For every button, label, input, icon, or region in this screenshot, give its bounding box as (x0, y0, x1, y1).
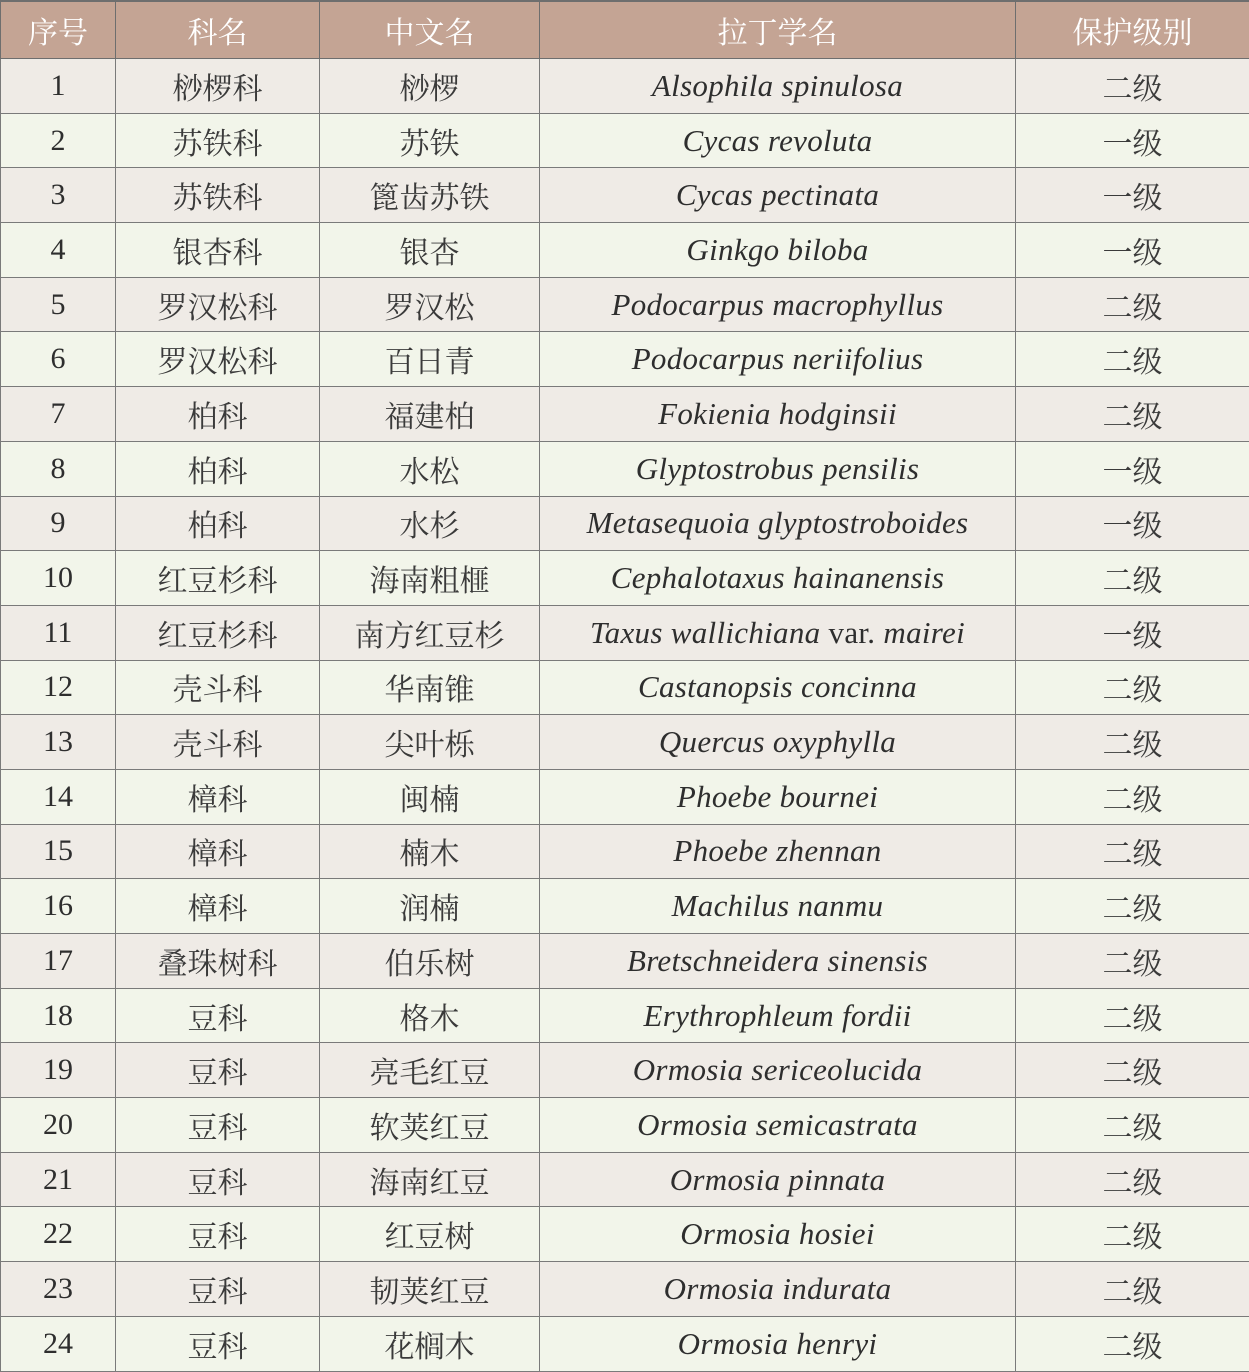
protection-level-cell: 一级 (1016, 441, 1249, 496)
protection-level-cell: 二级 (1016, 1262, 1249, 1317)
row-number-cell: 1 (1, 59, 116, 114)
protection-level-cell: 二级 (1016, 332, 1249, 387)
table-row (1, 551, 1249, 606)
row-number-cell: 20 (1, 1098, 116, 1153)
chinese-name-cell: 百日青 (320, 332, 540, 387)
chinese-name-cell: 华南锥 (320, 660, 540, 715)
family-name-cell: 豆科 (116, 1316, 320, 1371)
latin-name-cell: Erythrophleum fordii (540, 988, 1016, 1043)
header-latin-name: 拉丁学名 (540, 1, 1016, 59)
table-row (1, 441, 1249, 496)
family-name-cell: 苏铁科 (116, 168, 320, 223)
protection-level-cell: 二级 (1016, 59, 1249, 114)
row-number-cell: 4 (1, 223, 116, 278)
family-name-cell: 豆科 (116, 1152, 320, 1207)
row-number-cell: 14 (1, 769, 116, 824)
latin-name-cell: Bretschneidera sinensis (540, 934, 1016, 989)
table-row (1, 59, 1249, 114)
row-number-cell: 15 (1, 824, 116, 879)
table-header (1, 1, 1249, 59)
row-number-cell: 22 (1, 1207, 116, 1262)
header-protection-level: 保护级别 (1016, 1, 1249, 59)
protection-level-cell: 二级 (1016, 1207, 1249, 1262)
table-row (1, 496, 1249, 551)
latin-name-cell: Ormosia hosiei (540, 1207, 1016, 1262)
family-name-cell: 柏科 (116, 441, 320, 496)
protection-level-cell: 二级 (1016, 1316, 1249, 1371)
protection-level-cell: 二级 (1016, 879, 1249, 934)
header-family: 科名 (116, 1, 320, 59)
latin-name-cell: Cycas pectinata (540, 168, 1016, 223)
table-row (1, 605, 1249, 660)
protection-level-cell: 一级 (1016, 168, 1249, 223)
chinese-name-cell: 福建柏 (320, 387, 540, 442)
row-number-cell: 9 (1, 496, 116, 551)
row-number-cell: 5 (1, 277, 116, 332)
table-row (1, 332, 1249, 387)
latin-name-cell: Podocarpus macrophyllus (540, 277, 1016, 332)
table-row (1, 1152, 1249, 1207)
latin-name-cell: Glyptostrobus pensilis (540, 441, 1016, 496)
chinese-name-cell: 水杉 (320, 496, 540, 551)
chinese-name-cell: 格木 (320, 988, 540, 1043)
chinese-name-cell: 韧荚红豆 (320, 1262, 540, 1317)
family-name-cell: 樟科 (116, 879, 320, 934)
protection-level-cell: 一级 (1016, 605, 1249, 660)
family-name-cell: 豆科 (116, 1043, 320, 1098)
table-row (1, 824, 1249, 879)
family-name-cell: 银杏科 (116, 223, 320, 278)
chinese-name-cell: 篦齿苏铁 (320, 168, 540, 223)
latin-name-cell: Phoebe zhennan (540, 824, 1016, 879)
chinese-name-cell: 楠木 (320, 824, 540, 879)
latin-name-cell: Ormosia henryi (540, 1316, 1016, 1371)
family-name-cell: 樟科 (116, 769, 320, 824)
table-body (1, 59, 1249, 1372)
chinese-name-cell: 海南红豆 (320, 1152, 540, 1207)
family-name-cell: 柏科 (116, 496, 320, 551)
row-number-cell: 8 (1, 441, 116, 496)
family-name-cell: 樟科 (116, 824, 320, 879)
protection-level-cell: 二级 (1016, 769, 1249, 824)
protection-level-cell: 一级 (1016, 223, 1249, 278)
table-row (1, 277, 1249, 332)
protection-level-cell: 二级 (1016, 1152, 1249, 1207)
chinese-name-cell: 桫椤 (320, 59, 540, 114)
table-row (1, 113, 1249, 168)
latin-name-cell: Machilus nanmu (540, 879, 1016, 934)
family-name-cell: 豆科 (116, 1207, 320, 1262)
row-number-cell: 11 (1, 605, 116, 660)
latin-name-cell: Phoebe bournei (540, 769, 1016, 824)
protection-level-cell: 二级 (1016, 715, 1249, 770)
chinese-name-cell: 闽楠 (320, 769, 540, 824)
chinese-name-cell: 海南粗榧 (320, 551, 540, 606)
protection-level-cell: 二级 (1016, 1043, 1249, 1098)
protection-level-cell: 二级 (1016, 277, 1249, 332)
latin-name-cell: Quercus oxyphylla (540, 715, 1016, 770)
row-number-cell: 10 (1, 551, 116, 606)
table-row (1, 1098, 1249, 1153)
header-chinese-name: 中文名 (320, 1, 540, 59)
chinese-name-cell: 苏铁 (320, 113, 540, 168)
latin-name-cell: Cycas revoluta (540, 113, 1016, 168)
latin-name-cell: Fokienia hodginsii (540, 387, 1016, 442)
row-number-cell: 18 (1, 988, 116, 1043)
row-number-cell: 19 (1, 1043, 116, 1098)
latin-name-cell: Ormosia semicastrata (540, 1098, 1016, 1153)
protection-level-cell: 二级 (1016, 934, 1249, 989)
family-name-cell: 叠珠树科 (116, 934, 320, 989)
latin-name-cell: Alsophila spinulosa (540, 59, 1016, 114)
row-number-cell: 24 (1, 1316, 116, 1371)
latin-name-cell: Ginkgo biloba (540, 223, 1016, 278)
chinese-name-cell: 尖叶栎 (320, 715, 540, 770)
row-number-cell: 3 (1, 168, 116, 223)
chinese-name-cell: 软荚红豆 (320, 1098, 540, 1153)
latin-name-variety: mairei (883, 615, 965, 650)
family-name-cell: 柏科 (116, 387, 320, 442)
chinese-name-cell: 银杏 (320, 223, 540, 278)
latin-name-cell: Podocarpus neriifolius (540, 332, 1016, 387)
table-row (1, 1043, 1249, 1098)
table-row (1, 715, 1249, 770)
protection-level-cell: 一级 (1016, 113, 1249, 168)
table-row (1, 769, 1249, 824)
table-row (1, 168, 1249, 223)
family-name-cell: 壳斗科 (116, 715, 320, 770)
family-name-cell: 苏铁科 (116, 113, 320, 168)
latin-name-cell: Ormosia pinnata (540, 1152, 1016, 1207)
protection-level-cell: 二级 (1016, 551, 1249, 606)
protection-level-cell: 一级 (1016, 496, 1249, 551)
row-number-cell: 6 (1, 332, 116, 387)
family-name-cell: 豆科 (116, 1098, 320, 1153)
chinese-name-cell: 红豆树 (320, 1207, 540, 1262)
protection-level-cell: 二级 (1016, 1098, 1249, 1153)
latin-name-cell: Ormosia indurata (540, 1262, 1016, 1317)
table-row (1, 988, 1249, 1043)
family-name-cell: 罗汉松科 (116, 332, 320, 387)
protection-level-cell: 二级 (1016, 387, 1249, 442)
row-number-cell: 23 (1, 1262, 116, 1317)
latin-name-cell: Cephalotaxus hainanensis (540, 551, 1016, 606)
table-row (1, 934, 1249, 989)
row-number-cell: 12 (1, 660, 116, 715)
header-row (1, 1, 1249, 59)
header-no: 序号 (1, 1, 116, 59)
table-row (1, 1262, 1249, 1317)
table-row (1, 660, 1249, 715)
latin-name-rank: var. (829, 615, 876, 650)
family-name-cell: 壳斗科 (116, 660, 320, 715)
latin-name-cell: Ormosia sericeolucida (540, 1043, 1016, 1098)
table-row (1, 223, 1249, 278)
chinese-name-cell: 润楠 (320, 879, 540, 934)
family-name-cell: 豆科 (116, 988, 320, 1043)
table-row (1, 879, 1249, 934)
protection-level-cell: 二级 (1016, 988, 1249, 1043)
chinese-name-cell: 罗汉松 (320, 277, 540, 332)
latin-name-cell: Metasequoia glyptostroboides (540, 496, 1016, 551)
row-number-cell: 2 (1, 113, 116, 168)
table-row (1, 1207, 1249, 1262)
row-number-cell: 16 (1, 879, 116, 934)
row-number-cell: 7 (1, 387, 116, 442)
latin-name-cell (540, 605, 1016, 660)
chinese-name-cell: 花榈木 (320, 1316, 540, 1371)
chinese-name-cell: 伯乐树 (320, 934, 540, 989)
family-name-cell: 红豆杉科 (116, 551, 320, 606)
latin-name-species: Taxus wallichiana (590, 615, 820, 650)
chinese-name-cell: 水松 (320, 441, 540, 496)
protection-level-cell: 二级 (1016, 824, 1249, 879)
protection-level-cell: 二级 (1016, 660, 1249, 715)
chinese-name-cell: 南方红豆杉 (320, 605, 540, 660)
family-name-cell: 罗汉松科 (116, 277, 320, 332)
family-name-cell: 桫椤科 (116, 59, 320, 114)
table-row (1, 1316, 1249, 1371)
family-name-cell: 豆科 (116, 1262, 320, 1317)
chinese-name-cell: 亮毛红豆 (320, 1043, 540, 1098)
latin-name-cell: Castanopsis concinna (540, 660, 1016, 715)
row-number-cell: 21 (1, 1152, 116, 1207)
table-row (1, 387, 1249, 442)
family-name-cell: 红豆杉科 (116, 605, 320, 660)
row-number-cell: 17 (1, 934, 116, 989)
row-number-cell: 13 (1, 715, 116, 770)
